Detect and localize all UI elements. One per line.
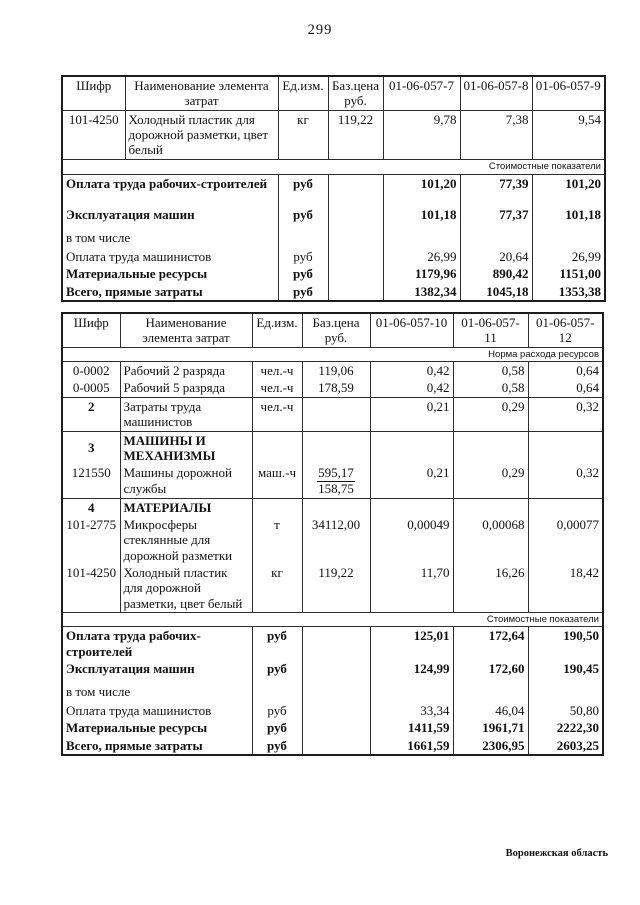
value-cell: 0,58	[453, 361, 528, 379]
base-price-cell	[302, 660, 370, 683]
unit-cell: чел.-ч	[252, 361, 302, 379]
base-price-cell: 119,06	[302, 361, 370, 379]
name-cell: Холодный пластик для дорожной разметки, цвет белый	[125, 110, 278, 159]
value-cell: 172,64	[453, 627, 528, 660]
cost-row	[62, 660, 603, 683]
base-price-cell	[328, 206, 383, 229]
value-cell	[383, 229, 460, 248]
column-header-057-8: 01-06-057-8	[460, 76, 532, 110]
unit-cell	[252, 431, 302, 464]
column-header-name: Наименование элемента затрат	[120, 313, 252, 347]
column-header-057-9: 01-06-057-9	[532, 76, 605, 110]
cost-label-cell: в том числе	[62, 683, 252, 702]
group-code-cell: 4	[62, 498, 120, 516]
name-cell: Микросферы стеклянные для дорожной разметки	[120, 516, 252, 564]
column-header-unit: Ед.изм.	[278, 76, 328, 110]
value-cell: 0,32	[528, 464, 603, 498]
value-cell: 890,42	[460, 265, 532, 282]
unit-cell: руб	[278, 265, 328, 282]
base-price-cell: 119,22	[328, 110, 383, 159]
value-cell	[453, 431, 528, 464]
unit-cell: чел.-ч	[252, 379, 302, 397]
value-cell	[532, 229, 605, 248]
name-cell: Рабочий 2 разряда	[120, 361, 252, 379]
value-cell: 101,20	[383, 174, 460, 206]
base-price-cell	[328, 248, 383, 265]
value-cell: 2306,95	[453, 737, 528, 755]
value-cell: 1661,59	[370, 737, 453, 755]
estimate-table-1-wrap	[61, 75, 606, 302]
base-price-cell	[302, 397, 370, 431]
value-cell: 190,45	[528, 660, 603, 683]
estimate-table-1	[61, 75, 606, 302]
cost-label-cell: Материальные ресурсы	[62, 719, 252, 736]
value-cell: 1045,18	[460, 283, 532, 301]
cost-label-cell: Оплата труда рабочих-строителей	[62, 174, 278, 206]
value-cell: 101,18	[383, 206, 460, 229]
section-label-norm: Норма расхода ресурсов	[62, 347, 603, 361]
base-price-cell	[328, 265, 383, 282]
resource-row	[62, 516, 603, 564]
value-cell	[370, 683, 453, 702]
value-cell: 124,99	[370, 660, 453, 683]
column-header-057-12: 01-06-057-12	[528, 313, 603, 347]
unit-cell: руб	[278, 206, 328, 229]
column-header-unit: Ед.изм.	[252, 313, 302, 347]
group-header-row	[62, 431, 603, 464]
base-price-cell	[302, 431, 370, 464]
unit-cell: руб	[278, 283, 328, 301]
cost-row	[62, 206, 605, 229]
value-cell	[528, 683, 603, 702]
value-cell: 77,39	[460, 174, 532, 206]
value-cell: 0,29	[453, 464, 528, 498]
region-footer: Воронежская область	[505, 848, 608, 859]
value-cell: 20,64	[460, 248, 532, 265]
cost-row	[62, 719, 603, 736]
base-price-cell	[302, 683, 370, 702]
cost-label-cell: Эксплуатация машин	[62, 660, 252, 683]
unit-cell: руб	[252, 627, 302, 660]
value-cell: 50,80	[528, 702, 603, 719]
column-header-baseprice: Баз.цена руб.	[328, 76, 383, 110]
column-header-057-7: 01-06-057-7	[383, 76, 460, 110]
value-cell: 16,26	[453, 564, 528, 612]
value-cell: 0,00068	[453, 516, 528, 564]
base-price-cell: 34112,00	[302, 516, 370, 564]
resource-row	[62, 397, 603, 431]
cost-label-cell: в том числе	[62, 229, 278, 248]
value-cell: 9,54	[532, 110, 605, 159]
value-cell	[453, 498, 528, 516]
group-name-cell: МАТЕРИАЛЫ	[120, 498, 252, 516]
value-cell: 101,20	[532, 174, 605, 206]
value-cell	[453, 683, 528, 702]
unit-cell: руб	[278, 174, 328, 206]
value-cell	[528, 498, 603, 516]
value-cell: 7,38	[460, 110, 532, 159]
code-cell: 0-0005	[62, 379, 120, 397]
value-cell: 26,99	[532, 248, 605, 265]
cost-label-cell: Всего, прямые затраты	[62, 283, 278, 301]
resource-row	[62, 464, 603, 498]
unit-cell: руб	[278, 248, 328, 265]
cost-label-cell: Оплата труда рабочих-строителей	[62, 627, 252, 660]
cost-row	[62, 174, 605, 206]
cost-label-cell: Всего, прямые затраты	[62, 737, 252, 755]
code-cell: 101-2775	[62, 516, 120, 564]
value-cell: 1151,00	[532, 265, 605, 282]
value-cell: 172,60	[453, 660, 528, 683]
column-header-code: Шифр	[62, 76, 125, 110]
header-row	[62, 76, 605, 110]
value-cell: 0,64	[528, 379, 603, 397]
cost-row	[62, 229, 605, 248]
value-cell: 0,42	[370, 379, 453, 397]
value-cell: 0,21	[370, 397, 453, 431]
unit-cell	[252, 683, 302, 702]
value-cell: 26,99	[383, 248, 460, 265]
value-cell: 1411,59	[370, 719, 453, 736]
value-cell: 0,00077	[528, 516, 603, 564]
column-header-baseprice: Баз.цена руб.	[302, 313, 370, 347]
group-code-cell: 3	[62, 431, 120, 464]
base-price-cell: 178,59	[302, 379, 370, 397]
section-label-row	[62, 159, 605, 174]
cost-label-cell: Эксплуатация машин	[62, 206, 278, 229]
cost-row	[62, 627, 603, 660]
resource-row	[62, 110, 605, 159]
base-price-cell	[328, 174, 383, 206]
value-cell: 0,58	[453, 379, 528, 397]
value-cell: 0,29	[453, 397, 528, 431]
value-cell: 2222,30	[528, 719, 603, 736]
value-cell: 0,21	[370, 464, 453, 498]
column-header-057-10: 01-06-057-10	[370, 313, 453, 347]
cost-label-cell: Оплата труда машинистов	[62, 248, 278, 265]
value-cell	[460, 229, 532, 248]
code-cell: 2	[62, 397, 120, 431]
value-cell: 0,00049	[370, 516, 453, 564]
value-cell: 1353,38	[532, 283, 605, 301]
value-cell: 46,04	[453, 702, 528, 719]
unit-cell	[278, 229, 328, 248]
estimate-table-2-wrap	[61, 312, 604, 756]
value-cell: 0,32	[528, 397, 603, 431]
resource-row	[62, 361, 603, 379]
unit-cell: кг	[252, 564, 302, 612]
code-cell: 101-4250	[62, 110, 125, 159]
resource-row	[62, 564, 603, 612]
value-cell: 0,64	[528, 361, 603, 379]
unit-cell: руб	[252, 660, 302, 683]
value-cell: 33,34	[370, 702, 453, 719]
group-name-cell: МАШИНЫ И МЕХАНИЗМЫ	[120, 431, 252, 464]
value-cell: 18,42	[528, 564, 603, 612]
base-price-cell	[328, 283, 383, 301]
value-cell: 11,70	[370, 564, 453, 612]
cost-row	[62, 248, 605, 265]
column-header-name: Наименование элемента затрат	[125, 76, 278, 110]
column-header-057-11: 01-06-057-11	[453, 313, 528, 347]
base-price-cell	[302, 627, 370, 660]
value-cell	[370, 431, 453, 464]
page-number: 299	[307, 22, 333, 38]
unit-cell	[252, 498, 302, 516]
unit-cell: т	[252, 516, 302, 564]
code-cell: 121550	[62, 464, 120, 498]
name-cell: Холодный пластик для дорожной разметки, цвет белый	[120, 564, 252, 612]
value-cell: 77,37	[460, 206, 532, 229]
base-price-fraction-cell	[302, 464, 370, 498]
value-cell: 1382,34	[383, 283, 460, 301]
section-label-row	[62, 347, 603, 361]
base-price-cell	[302, 498, 370, 516]
value-cell	[370, 498, 453, 516]
estimate-table-2	[61, 312, 604, 756]
name-cell: Рабочий 5 разряда	[120, 379, 252, 397]
cost-row	[62, 683, 603, 702]
value-cell: 2603,25	[528, 737, 603, 755]
column-header-code: Шифр	[62, 313, 120, 347]
value-cell: 0,42	[370, 361, 453, 379]
unit-cell: руб	[252, 702, 302, 719]
base-price-cell	[302, 719, 370, 736]
section-label-cost: Стоимостные показатели	[62, 613, 603, 627]
unit-cell: руб	[252, 737, 302, 755]
cost-row	[62, 702, 603, 719]
value-cell: 1179,96	[383, 265, 460, 282]
value-cell: 190,50	[528, 627, 603, 660]
price-fraction: $\frac{595,17}{158,75}$	[318, 465, 354, 497]
base-price-cell	[302, 702, 370, 719]
unit-cell: чел.-ч	[252, 397, 302, 431]
name-cell: Затраты труда машинистов	[120, 397, 252, 431]
base-price-cell: 119,22	[302, 564, 370, 612]
unit-cell: маш.-ч	[252, 464, 302, 498]
unit-cell: руб	[252, 719, 302, 736]
name-cell: Машины дорожной службы	[120, 464, 252, 498]
cost-row-total	[62, 737, 603, 755]
code-cell: 0-0002	[62, 361, 120, 379]
group-header-row	[62, 498, 603, 516]
section-label-cost: Стоимостные показатели	[62, 159, 605, 174]
base-price-cell	[302, 737, 370, 755]
code-cell: 101-4250	[62, 564, 120, 612]
base-price-cell	[328, 229, 383, 248]
section-label-row	[62, 613, 603, 627]
resource-row	[62, 379, 603, 397]
value-cell: 9,78	[383, 110, 460, 159]
value-cell: 125,01	[370, 627, 453, 660]
value-cell: 101,18	[532, 206, 605, 229]
unit-cell: кг	[278, 110, 328, 159]
header-row	[62, 313, 603, 347]
cost-label-cell: Оплата труда машинистов	[62, 702, 252, 719]
cost-label-cell: Материальные ресурсы	[62, 265, 278, 282]
cost-row	[62, 265, 605, 282]
cost-row-total	[62, 283, 605, 301]
value-cell	[528, 431, 603, 464]
value-cell: 1961,71	[453, 719, 528, 736]
